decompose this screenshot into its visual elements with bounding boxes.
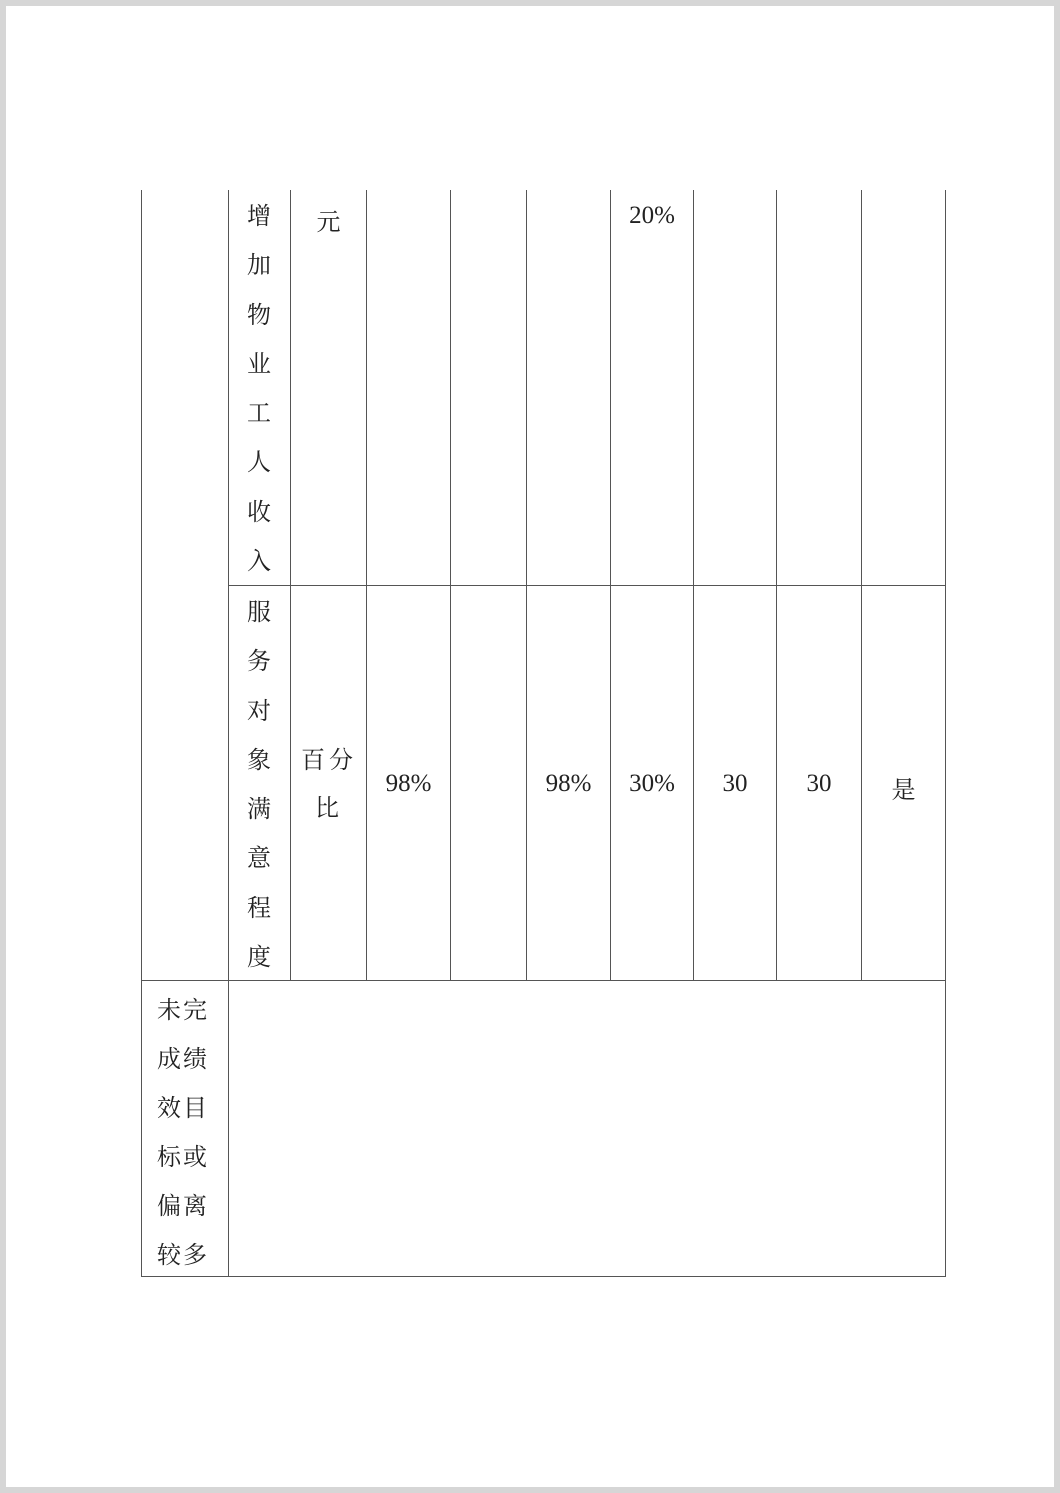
- score-cell: 30: [722, 770, 748, 797]
- score-cell: 30: [806, 770, 832, 797]
- weight-cell: 20%: [629, 202, 675, 229]
- indicator-name-income: 增 加 物 业 工 人 收 入: [247, 202, 271, 576]
- column-divider: [776, 190, 777, 981]
- unit-cell: 百分 比: [301, 746, 357, 822]
- column-divider: [366, 190, 367, 981]
- column-divider: [450, 190, 451, 981]
- column-divider: [290, 190, 291, 981]
- column-divider: [693, 190, 694, 981]
- met-target-cell: 是: [891, 778, 916, 804]
- column-divider: [228, 190, 229, 1277]
- incomplete-goals-label: 未完 成绩 效目 标或 偏离 较多: [157, 996, 209, 1269]
- column-divider: [861, 190, 862, 981]
- row-divider: [228, 585, 946, 586]
- table-right-border: [945, 190, 946, 1277]
- unit-cell: 元: [316, 210, 341, 236]
- column-divider: [526, 190, 527, 981]
- indicator-name-satisfaction: 服 务 对 象 满 意 程 度: [247, 598, 271, 972]
- column-divider: [610, 190, 611, 981]
- actual-value-cell: 98%: [545, 770, 592, 797]
- target-value-cell: 98%: [385, 770, 432, 797]
- table-left-border: [141, 190, 142, 1277]
- weight-cell: 30%: [629, 770, 675, 797]
- table-bottom-border: [141, 1276, 946, 1277]
- document-page: [6, 6, 1054, 1487]
